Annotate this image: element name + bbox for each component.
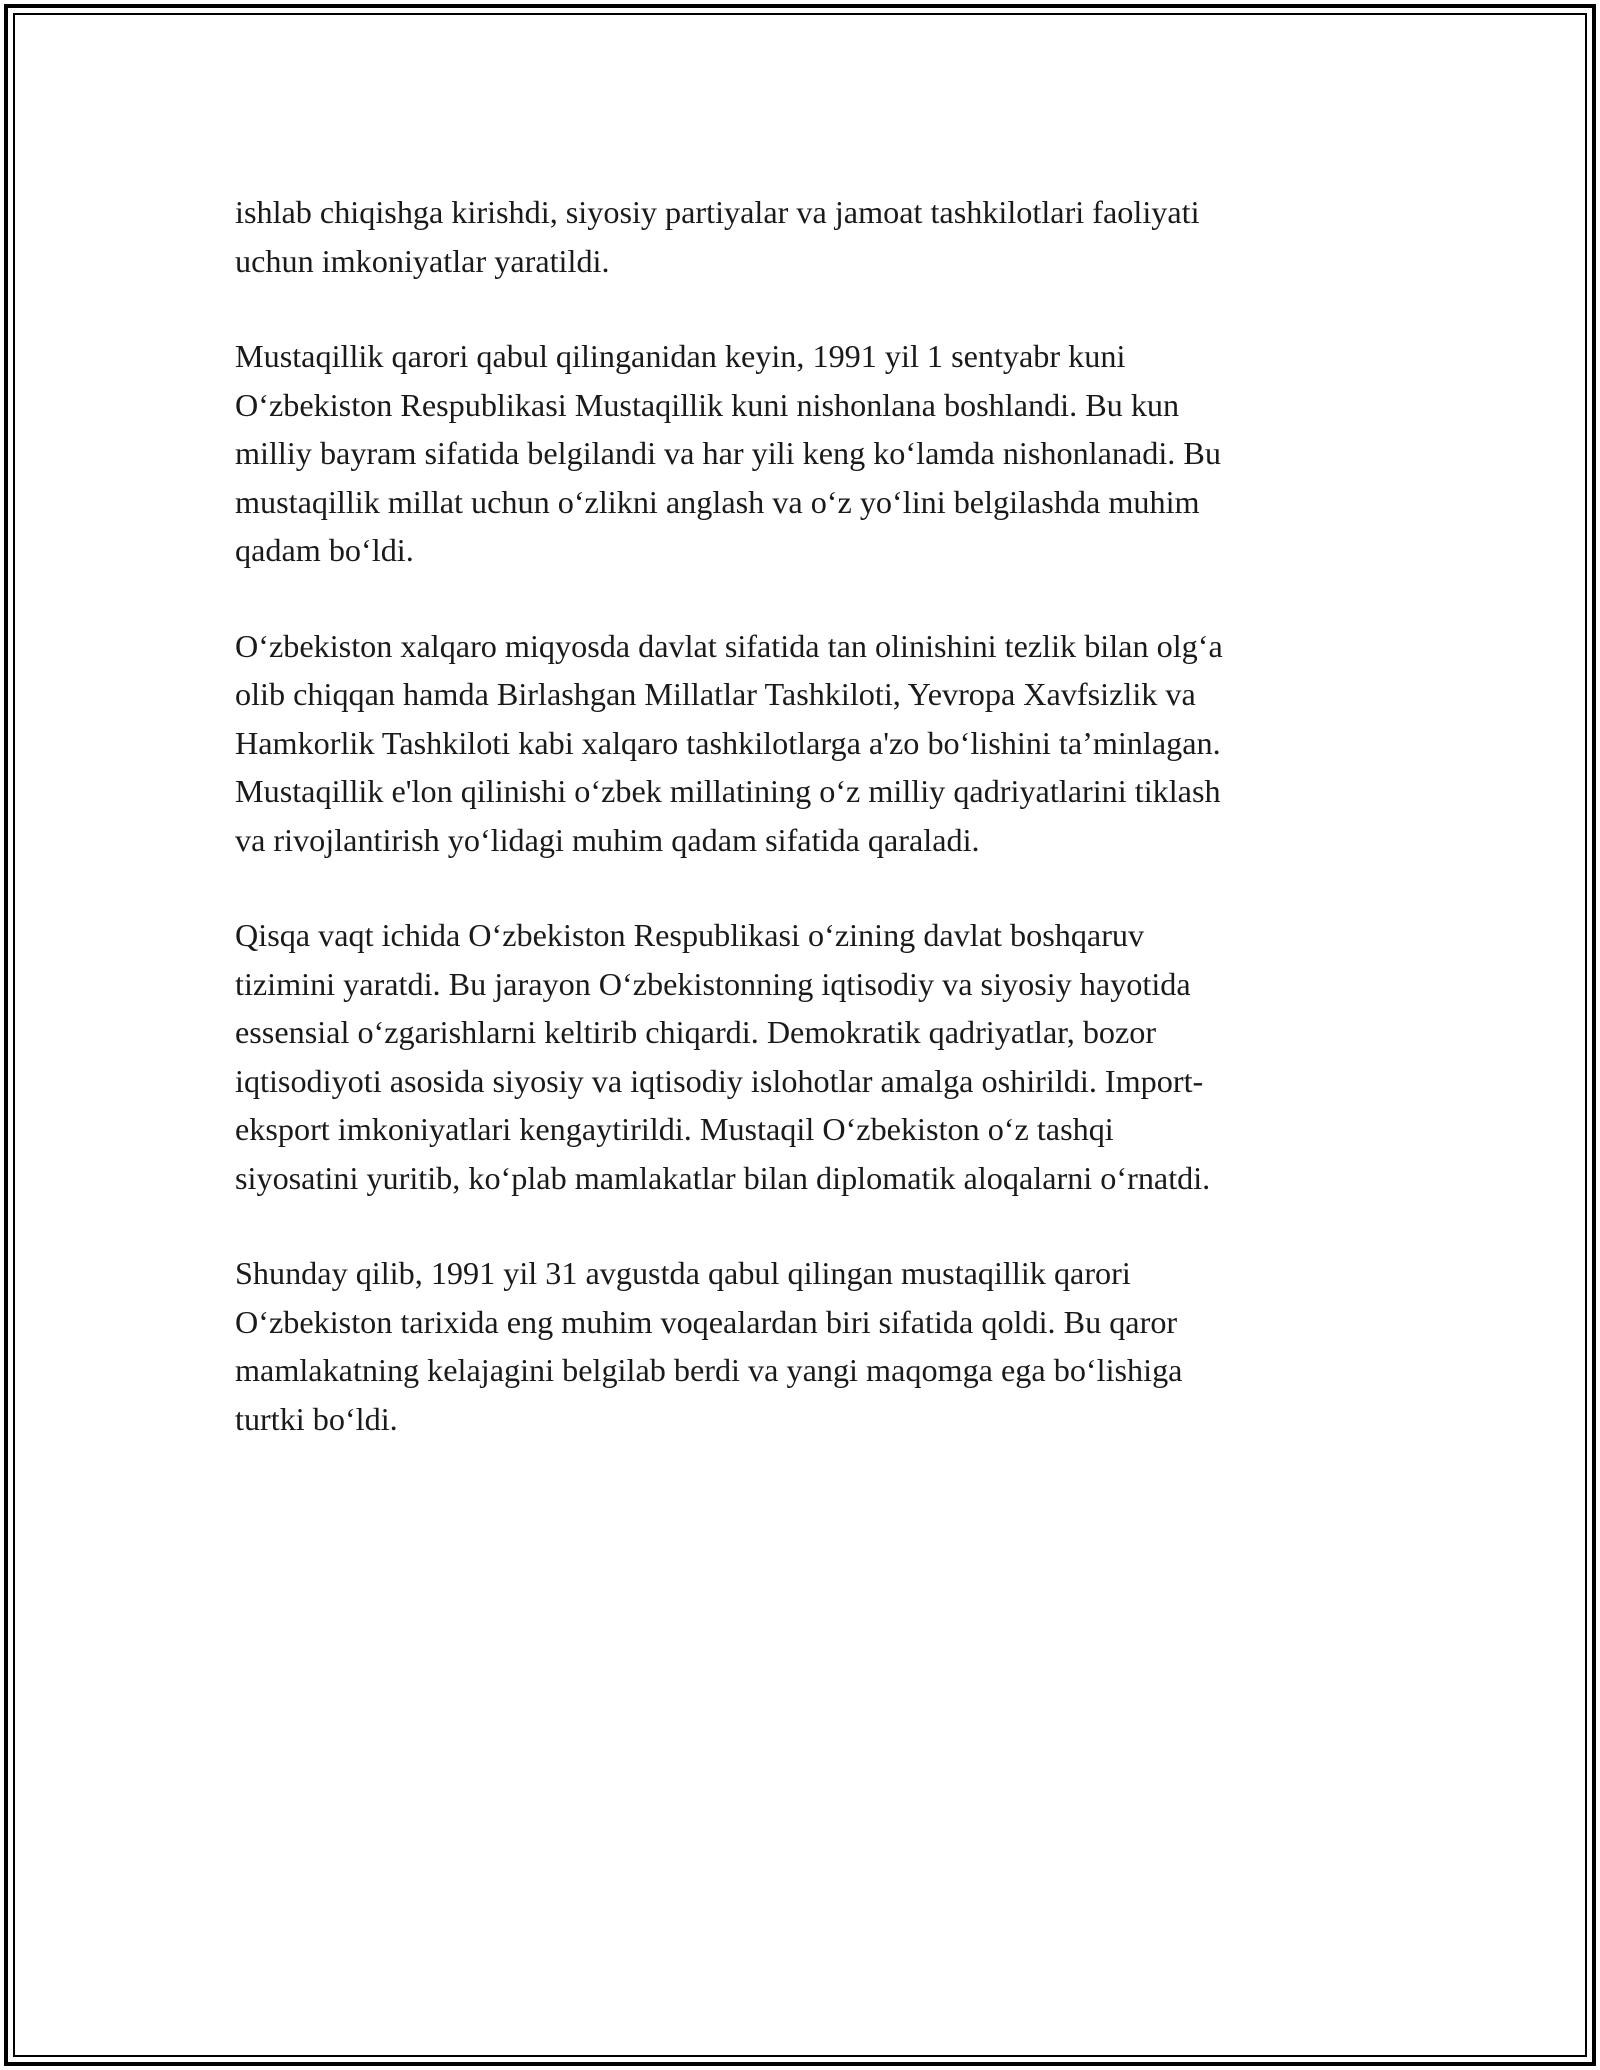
paragraph-4: Qisqa vaqt ichida O‘zbekiston Respublikasi o‘zining davlat boshqaruv tizimini yaratdi. Bu jarayon O‘zbekistonning iqtisodiy va siyosiy hayotida essensial o‘zgarishlarni keltirib chiqardi. Demokratik qadriyatlar, bozor iqtisodiyoti asosida siyosiy va iqtisodiy islohotlar amalga oshirildi. Import- eksport imkoniyatlari kengaytirildi. Mustaqil O‘zbekiston o‘z tashqi siyosatini yuritib, ko‘plab mamlakatlar bilan diplomatik aloqalarni o‘rnatdi. <box>235 917 1211 1196</box>
paragraph-3: O‘zbekiston xalqaro miqyosda davlat sifatida tan olinishini tezlik bilan olg‘a olib chiqqan hamda Birlashgan Millatlar Tashkiloti, Yevropa Xavfsizlik va Hamkorlik Tashkiloti kabi xalqaro tashkilotlarga a'zo bo‘lishini ta’minlagan. Mustaqillik e'lon qilinishi o‘zbek millatining o‘z milliy qadriyatlarini tiklash va rivojlantirish yo‘lidagi muhim qadam sifatida qaraladi. <box>235 627 1223 858</box>
paragraph-1: ishlab chiqishga kirishdi, siyosiy partiyalar va jamoat tashkilotlari faoliyati uchun imkoniyatlar yaratildi. <box>235 194 1200 279</box>
paragraph-5: Shunday qilib, 1991 yil 31 avgustda qabul qilingan mustaqillik qarori O‘zbekiston tarixida eng muhim voqealardan biri sifatida qoldi. Bu qaror mamlakatning kelajagini belgilab berdi va yangi maqomga ega bo‘lishiga turtki bo‘ldi. <box>235 1255 1183 1437</box>
document-body <box>235 188 1375 1490</box>
paragraph-2: Mustaqillik qarori qabul qilinganidan keyin, 1991 yil 1 sentyabr kuni O‘zbekiston Respublikasi Mustaqillik kuni nishonlana boshlandi. Bu kun milliy bayram sifatida belgilandi va har yili keng ko‘lamda nishonlanadi. Bu mustaqillik millat uchun o‘zlikni anglash va o‘z yo‘lini belgilashda muhim qadam bo‘ldi. <box>235 338 1221 568</box>
